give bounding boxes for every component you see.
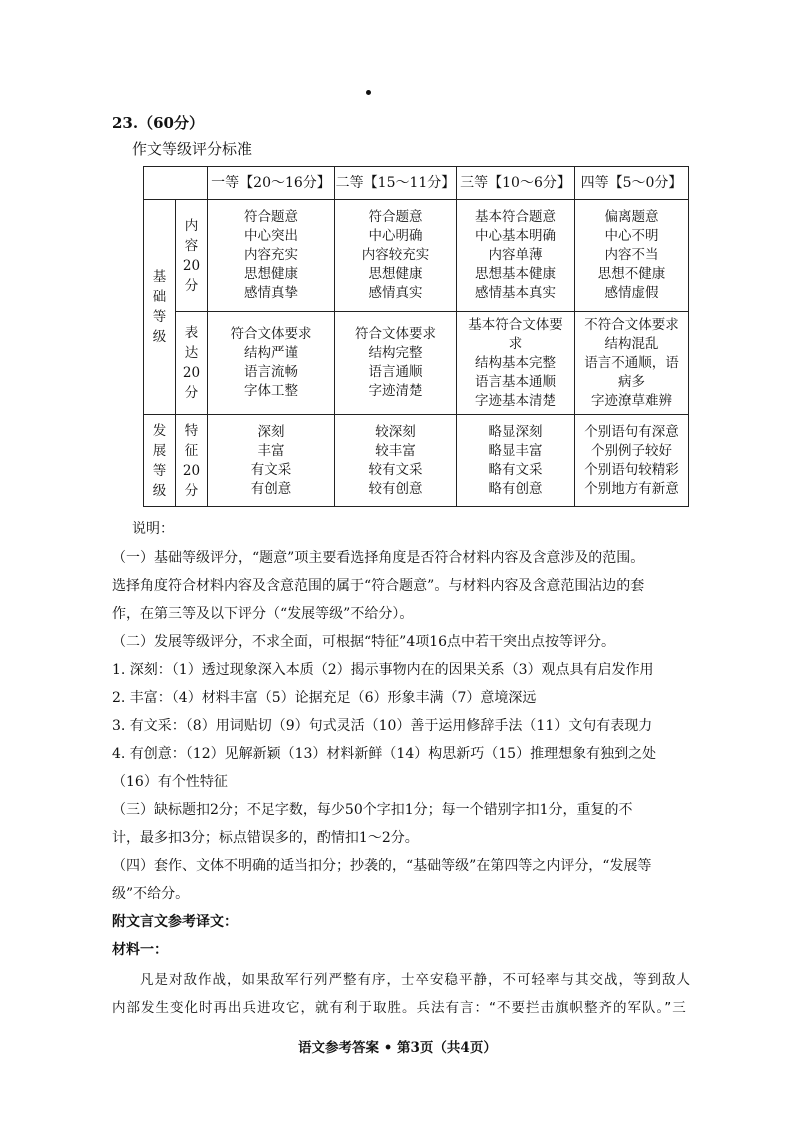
note-line: 选择角度符合材料内容及含意范围的属于“符合题意”。与材料内容及含意范围沾边的套 — [112, 578, 645, 594]
feature-label: 特 征 20 分 — [176, 415, 208, 507]
feature-grade-2: 较深刻 较丰富 较有文采 较有创意 — [335, 415, 457, 507]
feature-grade-4: 个别语句有深意 个别例子较好 个别语句较精彩 个别地方有新意 — [575, 415, 689, 507]
note-line: 3. 有文采：（8）用词贴切（9）句式灵活（10）善于运用修辞手法（11）文句有表现力 — [112, 718, 653, 734]
question-number: 23. — [112, 114, 139, 132]
header-grade-2: 二等【15～11分】 — [335, 167, 457, 200]
translation-line: 凡是对敌作战，如果敌军行列严整有序，士卒安稳平静，不可轻率与其交战，等到敌人 — [140, 972, 691, 988]
grading-table — [143, 166, 689, 507]
question-score: （60分） — [138, 114, 204, 132]
note-line: （三）缺标题扣2分；不足字数，每少50个字扣1分；每一个错别字扣1分，重复的不 — [112, 802, 633, 818]
page-footer: 语文参考答案 • 第3页（共4页） — [298, 1040, 497, 1056]
translation-line: 内部发生变化时再出兵进攻它，就有利于取胜。兵法有言：“不要拦击旗帜整齐的军队。”三 — [112, 1000, 687, 1016]
feature-grade-1: 深刻 丰富 有文采 有创意 — [208, 415, 335, 507]
content-grade-1: 符合题意 中心突出 内容充实 思想健康 感情真挚 — [208, 200, 335, 312]
expression-grade-1: 符合文体要求 结构严谨 语言流畅 字体工整 — [208, 312, 335, 415]
expression-row — [144, 312, 689, 415]
header-grade-3: 三等【10～6分】 — [457, 167, 575, 200]
note-line: 级”不给分。 — [112, 886, 190, 902]
expression-grade-4: 不符合文体要求 结构混乱 语言不通顺，语 病多 字迹潦草难辨 — [575, 312, 689, 415]
expression-grade-2: 符合文体要求 结构完整 语言通顺 字迹清楚 — [335, 312, 457, 415]
note-line: （四）套作、文体不明确的适当扣分；抄袭的，“基础等级”在第四等之内评分，“发展等 — [112, 858, 652, 874]
content-grade-3: 基本符合题意 中心基本明确 内容单薄 思想基本健康 感情基本真实 — [457, 200, 575, 312]
content-row — [144, 200, 689, 312]
content-label: 内 容 20 分 — [176, 200, 208, 312]
notes-title: 说明： — [132, 521, 174, 537]
development-level-label: 发 展 等 级 — [144, 415, 176, 507]
note-line: 2. 丰富：（4）材料丰富（5）论据充足（6）形象丰满（7）意境深远 — [112, 690, 537, 706]
note-line: （16）有个性特征 — [112, 774, 228, 790]
note-line: （二）发展等级评分，不求全面，可根据“特征”4项16点中若干突出点按等评分。 — [112, 634, 616, 650]
table-corner-cell — [144, 167, 208, 200]
table-title: 作文等级评分标准 — [132, 140, 253, 158]
header-grade-1: 一等【20～16分】 — [208, 167, 335, 200]
content-grade-2: 符合题意 中心明确 内容较充实 思想健康 感情真实 — [335, 200, 457, 312]
expression-grade-3: 基本符合文体要 求 结构基本完整 语言基本通顺 字迹基本清楚 — [457, 312, 575, 415]
header-grade-4: 四等【5～0分】 — [575, 167, 689, 200]
note-line: 计，最多扣3分；标点错误多的，酌情扣1～2分。 — [112, 830, 419, 846]
header-dot — [366, 90, 371, 95]
note-line: 4. 有创意：（12）见解新颖（13）材料新鲜（14）构思新巧（15）推理想象有独到之处 — [112, 746, 657, 762]
question-heading — [112, 112, 204, 133]
table-header-row — [144, 167, 689, 200]
feature-row — [144, 415, 689, 507]
feature-grade-3: 略显深刻 略显丰富 略有文采 略有创意 — [457, 415, 575, 507]
note-line: 作，在第三等及以下评分（“发展等级”不给分）。 — [112, 606, 414, 622]
appendix-title: 附文言文参考译文： — [112, 914, 238, 930]
note-line: （一）基础等级评分，“题意”项主要看选择角度是否符合材料内容及含意涉及的范围。 — [112, 550, 645, 566]
content-grade-4: 偏离题意 中心不明 内容不当 思想不健康 感情虚假 — [575, 200, 689, 312]
basic-level-label: 基 础 等 级 — [144, 200, 176, 415]
material-title: 材料一： — [112, 942, 168, 958]
note-line: 1. 深刻：（1）透过现象深入本质（2）揭示事物内在的因果关系（3）观点具有启发作用 — [112, 662, 654, 678]
expression-label: 表 达 20 分 — [176, 312, 208, 415]
